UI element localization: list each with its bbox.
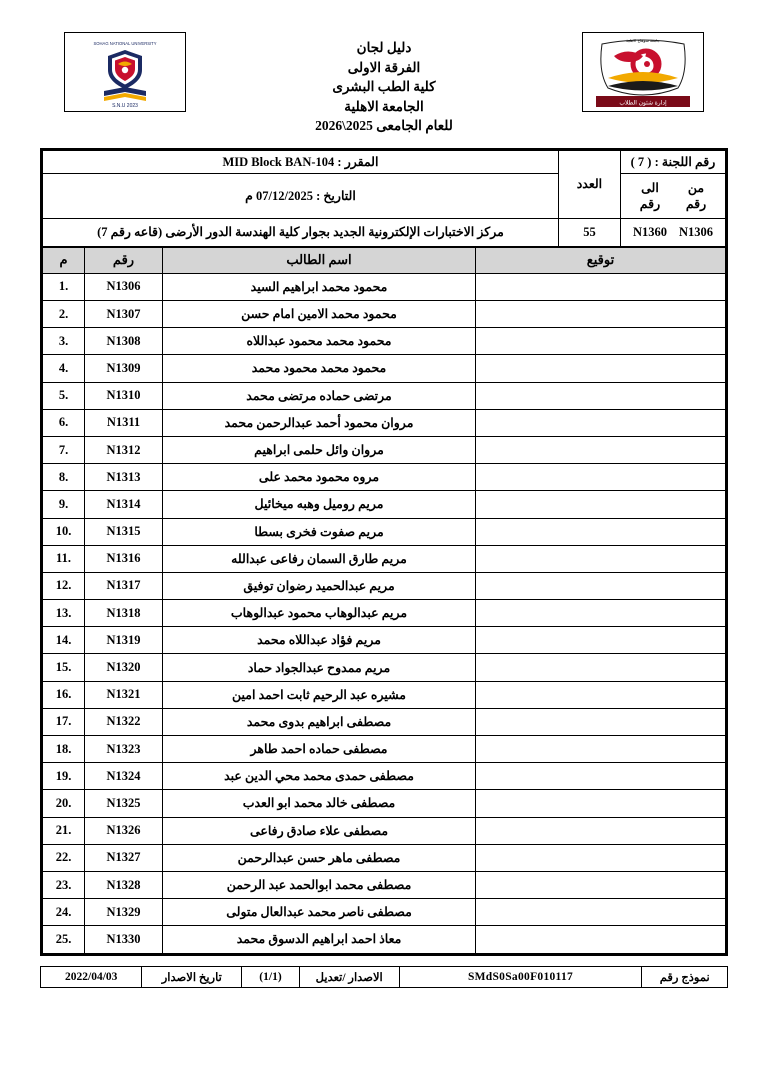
row-index: .9 (43, 491, 85, 518)
course-label: المقرر : (337, 154, 379, 169)
students-table (42, 247, 726, 954)
header-line-2: الفرقة الاولى (347, 59, 421, 75)
row-index: .4 (43, 355, 85, 382)
signature-cell[interactable] (476, 273, 726, 300)
row-index: .18 (43, 736, 85, 763)
student-number: N1322 (85, 708, 163, 735)
student-affairs-logo (582, 32, 704, 112)
student-name: مروان محمود أحمد عبدالرحمن محمد (163, 409, 476, 436)
table-row (43, 572, 726, 599)
table-row (43, 871, 726, 898)
signature-cell[interactable] (476, 545, 726, 572)
student-number: N1313 (85, 464, 163, 491)
table-row (43, 899, 726, 926)
document-header (22, 24, 746, 136)
signature-cell[interactable] (476, 328, 726, 355)
student-number: N1326 (85, 817, 163, 844)
row-index: .12 (43, 572, 85, 599)
student-number: N1328 (85, 871, 163, 898)
student-name: مصطفى علاء صادق رفاعى (163, 817, 476, 844)
date-label: التاريخ : (316, 188, 356, 203)
table-row (43, 790, 726, 817)
table-row (43, 708, 726, 735)
table-row (43, 817, 726, 844)
student-name: محمود محمد الامين امام حسن (163, 301, 476, 328)
row-index: .25 (43, 926, 85, 953)
table-row (43, 844, 726, 871)
student-number: N1330 (85, 926, 163, 953)
row-index: .7 (43, 436, 85, 463)
student-name: مصطفى محمد ابوالحمد عبد الرحمن (163, 871, 476, 898)
student-number: N1314 (85, 491, 163, 518)
row-index: .8 (43, 464, 85, 491)
range-from-value: N1306 (678, 224, 713, 239)
table-row (43, 328, 726, 355)
table-row (43, 491, 726, 518)
table-row (43, 600, 726, 627)
signature-cell[interactable] (476, 926, 726, 953)
student-number: N1310 (85, 382, 163, 409)
header-number: رقم (85, 247, 163, 273)
footer-form-code: SMdS0Sa00F010117 (399, 966, 642, 987)
svg-text:جامعة سوهاج الاهلية: جامعة سوهاج الاهلية (626, 38, 660, 43)
table-row (43, 273, 726, 300)
student-name: مريم صفوت فخرى بسطا (163, 518, 476, 545)
student-number: N1309 (85, 355, 163, 382)
footer-date-label: تاريخ الاصدار (142, 966, 242, 987)
student-name: مريم ممدوح عبدالجواد حماد (163, 654, 476, 681)
table-row (43, 763, 726, 790)
to-label: الى رقم (639, 180, 661, 211)
row-index: .23 (43, 871, 85, 898)
header-index: م (43, 247, 85, 273)
row-index: .15 (43, 654, 85, 681)
row-index: .22 (43, 844, 85, 871)
row-index: .5 (43, 382, 85, 409)
table-row (43, 654, 726, 681)
row-index: .10 (43, 518, 85, 545)
student-number: N1320 (85, 654, 163, 681)
table-header-row (43, 247, 726, 273)
student-name: مرتضى حماده مرتضى محمد (163, 382, 476, 409)
signature-cell[interactable] (476, 708, 726, 735)
header-line-3: كلية الطب البشرى (332, 79, 436, 95)
table-row (43, 355, 726, 382)
row-index: .6 (43, 409, 85, 436)
signature-cell[interactable] (476, 301, 726, 328)
header-line-4: الجامعة الاهلية (344, 98, 424, 114)
row-index: .11 (43, 545, 85, 572)
student-name: مريم طارق السمان رفاعى عبدالله (163, 545, 476, 572)
row-index: .16 (43, 681, 85, 708)
footer-form-label: نموذج رقم (642, 966, 728, 987)
signature-cell[interactable] (476, 844, 726, 871)
info-row-2 (43, 173, 726, 218)
svg-text:SOHAG NATIONAL UNIVERSITY: SOHAG NATIONAL UNIVERSITY (93, 41, 157, 46)
student-number: N1329 (85, 899, 163, 926)
header-title-block (186, 32, 582, 136)
footer-revision-label: الاصدار /تعديل (299, 966, 399, 987)
row-index: .17 (43, 708, 85, 735)
info-row-1 (43, 150, 726, 173)
footer-table (40, 966, 728, 988)
students-table-body (43, 273, 726, 953)
student-name: مروان وائل حلمى ابراهيم (163, 436, 476, 463)
student-number: N1312 (85, 436, 163, 463)
signature-cell[interactable] (476, 491, 726, 518)
row-index: .1 (43, 273, 85, 300)
footer-row (41, 966, 728, 987)
signature-cell[interactable] (476, 736, 726, 763)
info-row-3 (43, 218, 726, 246)
table-row (43, 409, 726, 436)
student-number: N1318 (85, 600, 163, 627)
student-name: مصطفى حمدى محمد محي الدين عبد (163, 763, 476, 790)
student-name: مشيره عبد الرحيم ثابت احمد امين (163, 681, 476, 708)
date-value: 07/12/2025 م (245, 188, 313, 203)
header-name: اسم الطالب (163, 247, 476, 273)
signature-cell[interactable] (476, 464, 726, 491)
signature-cell[interactable] (476, 355, 726, 382)
signature-cell[interactable] (476, 518, 726, 545)
student-number: N1319 (85, 627, 163, 654)
student-name: مروه محمود محمد على (163, 464, 476, 491)
table-row (43, 301, 726, 328)
row-index: .21 (43, 817, 85, 844)
range-to-value: N1360 (632, 224, 667, 239)
date-cell (43, 173, 559, 218)
signature-cell[interactable] (476, 681, 726, 708)
table-row (43, 926, 726, 953)
student-name: مريم روميل وهبه ميخائيل (163, 491, 476, 518)
student-name: مريم فؤاد عبداللاه محمد (163, 627, 476, 654)
signature-cell[interactable] (476, 817, 726, 844)
signature-cell[interactable] (476, 382, 726, 409)
university-logo-sohag (64, 32, 186, 112)
student-number: N1317 (85, 572, 163, 599)
signature-cell[interactable] (476, 790, 726, 817)
row-index: .19 (43, 763, 85, 790)
committee-number-cell: رقم اللجنة : ( 7 ) (620, 150, 725, 173)
location-cell: مركز الاختبارات الإلكترونية الجديد بجوار كلية الهندسة الدور الأرضى (قاعه رقم 7) (43, 218, 559, 246)
signature-cell[interactable] (476, 572, 726, 599)
row-index: .3 (43, 328, 85, 355)
student-name: محمود محمد محمود محمد (163, 355, 476, 382)
student-number: N1307 (85, 301, 163, 328)
table-row (43, 681, 726, 708)
student-name: مصطفى ماهر حسن عبدالرحمن (163, 844, 476, 871)
range-labels-cell (620, 173, 725, 218)
student-name: مريم عبدالوهاب محمود عبدالوهاب (163, 600, 476, 627)
main-content-frame (40, 148, 728, 956)
course-value: MID Block BAN-104 (222, 154, 335, 169)
count-value-cell: 55 (558, 218, 620, 246)
student-number: N1324 (85, 763, 163, 790)
from-label: من رقم (685, 180, 707, 211)
signature-cell[interactable] (476, 409, 726, 436)
student-number: N1323 (85, 736, 163, 763)
student-name: مصطفى خالد محمد ابو العدب (163, 790, 476, 817)
table-row (43, 436, 726, 463)
table-row (43, 382, 726, 409)
signature-cell[interactable] (476, 654, 726, 681)
student-number: N1325 (85, 790, 163, 817)
table-row (43, 545, 726, 572)
student-number: N1308 (85, 328, 163, 355)
signature-cell[interactable] (476, 436, 726, 463)
svg-text:S.N.U 2023: S.N.U 2023 (112, 103, 138, 109)
student-name: مريم عبدالحميد رضوان توفيق (163, 572, 476, 599)
footer-date-value: 2022/04/03 (41, 966, 142, 987)
footer-revision-value: (1/1) (242, 966, 300, 987)
student-name: محمود محمد ابراهيم السيد (163, 273, 476, 300)
svg-text:إدارة شئون الطلاب: إدارة شئون الطلاب (619, 100, 667, 107)
row-index: .14 (43, 627, 85, 654)
header-line-5: للعام الجامعى 2025\2026 (315, 118, 453, 134)
count-label-cell: العدد (558, 150, 620, 218)
student-number: N1306 (85, 273, 163, 300)
signature-cell[interactable] (476, 899, 726, 926)
student-name: معاذ احمد ابراهيم الدسوق محمد (163, 926, 476, 953)
student-number: N1321 (85, 681, 163, 708)
table-row (43, 518, 726, 545)
student-name: مصطفى حماده احمد طاهر (163, 736, 476, 763)
student-name: مصطفى ناصر محمد عبدالعال متولى (163, 899, 476, 926)
table-row (43, 736, 726, 763)
student-number: N1327 (85, 844, 163, 871)
student-name: مصطفى ابراهيم بدوى محمد (163, 708, 476, 735)
signature-cell[interactable] (476, 763, 726, 790)
course-cell (43, 150, 559, 173)
row-index: .13 (43, 600, 85, 627)
signature-cell[interactable] (476, 871, 726, 898)
student-number: N1311 (85, 409, 163, 436)
header-line-1: دليل لجان (356, 40, 412, 55)
committee-info-table (42, 150, 726, 247)
row-index: .20 (43, 790, 85, 817)
range-values-cell (620, 218, 725, 246)
row-index: .2 (43, 301, 85, 328)
table-row (43, 627, 726, 654)
signature-cell[interactable] (476, 627, 726, 654)
student-number: N1316 (85, 545, 163, 572)
signature-cell[interactable] (476, 600, 726, 627)
student-number: N1315 (85, 518, 163, 545)
header-signature: توقيع (476, 247, 726, 273)
table-row (43, 464, 726, 491)
student-name: محمود محمد محمود عبداللاه (163, 328, 476, 355)
document-footer (40, 966, 728, 988)
row-index: .24 (43, 899, 85, 926)
